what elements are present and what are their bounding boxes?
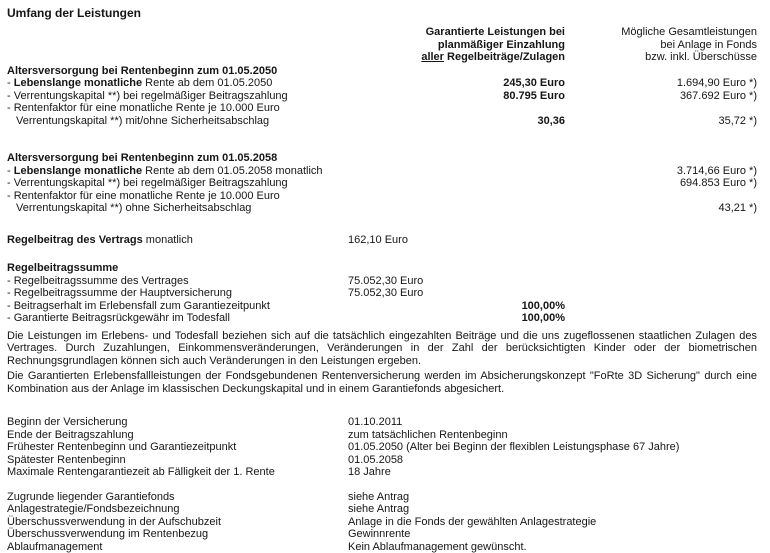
detail-label: Überschussverwendung im Rentenbezug xyxy=(7,528,348,541)
premium-sum-row xyxy=(7,287,757,300)
table-column-headers xyxy=(7,26,757,64)
benefit-label: - Lebenslange monatliche Rente ab dem 01.05.2058 monatlich xyxy=(7,165,405,178)
premium-sum-heading: Regelbeitragssumme xyxy=(7,262,757,275)
paragraph-benefits-note: Die Leistungen im Erlebens- und Todesfall beziehen sich auf die tatsächlich eingezahlten Beiträge und die uns zugeflossenen staatlichen Zulagen des Vertrages. Durch Zuzahlungen, Einkommensveränderungen, Veränderungen in der Zahl der berücksichtigten Kinder oder der biometrischen Rechnungsgrundlagen können sich auch Veränderungen in den Leistungen ergeben. xyxy=(7,330,757,368)
section-retirement-2058 xyxy=(7,152,757,215)
benefit-label: - Rentenfaktor für eine monatliche Rente je 10.000 Euro xyxy=(7,190,405,203)
regular-premium-value: 162,10 Euro xyxy=(348,234,408,247)
benefit-row xyxy=(7,77,757,90)
premium-sum-label: - Garantierte Beitragsrückgewähr im Todesfall xyxy=(7,312,405,325)
guaranteed-value: 245,30 Euro xyxy=(405,77,565,90)
benefit-label: Verrentungskapital **) ohne Sicherheitsabschlag xyxy=(7,202,405,215)
detail-value: 01.05.2058 xyxy=(348,454,403,467)
benefit-row xyxy=(7,190,757,203)
benefit-label: - Verrentungskapital **) bei regelmäßiger Beitragszahlung xyxy=(7,177,405,190)
premium-sum-label: - Regelbeitragssumme des Vertrages xyxy=(7,275,348,288)
benefit-label: Verrentungskapital **) mit/ohne Sicherheitsabschlag xyxy=(7,115,405,128)
paragraph-forte-3d: Die Garantierten Erlebensfallleistungen der Fondsgebundenen Rentenversicherung werden im Absicherungskonzept "FoRte 3D Sicherung" durch eine Kombination aus der Anlage im klassischen Deckungskapital und in einem Garantiefonds abgesichert. xyxy=(7,370,757,395)
premium-sum-value: 75.052,30 Euro xyxy=(348,287,423,300)
guaranteed-value: 30,36 xyxy=(405,115,565,128)
premium-sum-value: 100,00% xyxy=(405,300,565,313)
possible-value: 694.853 Euro *) xyxy=(565,177,757,190)
detail-label: Überschussverwendung in der Aufschubzeit xyxy=(7,516,348,529)
contract-details xyxy=(7,416,757,479)
column-header-possible: Mögliche Gesamtleistungen bei Anlage in Fonds bzw. inkl. Überschüsse xyxy=(565,26,757,64)
section-retirement-2050 xyxy=(7,65,757,128)
benefit-label: - Verrentungskapital **) bei regelmäßiger Beitragszahlung xyxy=(7,90,405,103)
detail-value: 01.10.2011 xyxy=(348,416,402,429)
benefit-row xyxy=(7,165,757,178)
detail-value: Anlage in die Fonds der gewählten Anlagestrategie xyxy=(348,516,596,529)
detail-value: siehe Antrag xyxy=(348,491,409,504)
detail-row xyxy=(7,491,757,504)
detail-value: Gewinnrente xyxy=(348,528,410,541)
benefit-row xyxy=(7,202,757,215)
detail-value: Kein Ablaufmanagement gewünscht. xyxy=(348,541,527,553)
detail-label: Anlagestrategie/Fondsbezeichnung xyxy=(7,503,348,516)
premium-sum-value: 100,00% xyxy=(405,312,565,325)
possible-value xyxy=(565,190,757,203)
possible-value: 3.714,66 Euro *) xyxy=(565,165,757,178)
detail-value: zum tatsächlichen Rentenbeginn xyxy=(348,429,508,442)
benefit-label: - Lebenslange monatliche Rente ab dem 01.05.2050 xyxy=(7,77,405,90)
regular-premium-label: Regelbeitrag des Vertrags monatlich xyxy=(7,234,348,247)
section-heading: Altersversorgung bei Rentenbeginn zum 01.05.2058 xyxy=(7,152,757,165)
guaranteed-value: 80.795 Euro xyxy=(405,90,565,103)
detail-value: siehe Antrag xyxy=(348,503,409,516)
detail-label: Frühester Rentenbeginn und Garantiezeitpunkt xyxy=(7,441,348,454)
premium-sum-label: - Regelbeitragssumme der Hauptversicherung xyxy=(7,287,348,300)
regular-premium-row xyxy=(7,234,757,247)
possible-value: 1.694,90 Euro *) xyxy=(565,77,757,90)
guaranteed-value xyxy=(405,202,565,215)
detail-label: Maximale Rentengarantiezeit ab Fälligkeit der 1. Rente xyxy=(7,466,348,479)
benefit-row xyxy=(7,177,757,190)
detail-row xyxy=(7,454,757,467)
benefit-label: - Rentenfaktor für eine monatliche Rente je 10.000 Euro xyxy=(7,102,405,115)
fund-details xyxy=(7,491,757,553)
detail-label: Spätester Rentenbeginn xyxy=(7,454,348,467)
premium-sum-row xyxy=(7,312,757,325)
guaranteed-value xyxy=(405,165,565,178)
detail-row xyxy=(7,416,757,429)
explanatory-text xyxy=(7,330,757,396)
detail-row xyxy=(7,466,757,479)
section-heading: Altersversorgung bei Rentenbeginn zum 01.05.2050 xyxy=(7,65,757,78)
detail-value: 01.05.2050 (Alter bei Beginn der flexiblen Leistungsphase 67 Jahre) xyxy=(348,441,679,454)
benefit-row xyxy=(7,115,757,128)
possible-value: 367.692 Euro *) xyxy=(565,90,757,103)
detail-row xyxy=(7,528,757,541)
premium-sum-value: 75.052,30 Euro xyxy=(348,275,423,288)
guaranteed-value xyxy=(405,102,565,115)
premium-sum-section xyxy=(7,262,757,325)
premium-sum-row xyxy=(7,275,757,288)
benefit-row xyxy=(7,90,757,103)
page-title: Umfang der Leistungen xyxy=(7,6,757,20)
detail-row xyxy=(7,516,757,529)
benefit-row xyxy=(7,102,757,115)
guaranteed-value xyxy=(405,177,565,190)
premium-sum-label: - Beitragserhalt im Erlebensfall zum Garantiezeitpunkt xyxy=(7,300,405,313)
detail-label: Ablaufmanagement xyxy=(7,541,348,553)
detail-label: Beginn der Versicherung xyxy=(7,416,348,429)
detail-row xyxy=(7,429,757,442)
detail-row xyxy=(7,441,757,454)
possible-value xyxy=(565,102,757,115)
detail-row xyxy=(7,503,757,516)
detail-label: Zugrunde liegender Garantiefonds xyxy=(7,491,348,504)
column-header-guaranteed: Garantierte Leistungen bei planmäßiger Einzahlung aller Regelbeiträge/Zulagen xyxy=(7,26,565,64)
detail-label: Ende der Beitragszahlung xyxy=(7,429,348,442)
detail-row xyxy=(7,541,757,553)
detail-value: 18 Jahre xyxy=(348,466,391,479)
possible-value: 43,21 *) xyxy=(565,202,757,215)
possible-value: 35,72 *) xyxy=(565,115,757,128)
premium-sum-row xyxy=(7,300,757,313)
guaranteed-value xyxy=(405,190,565,203)
